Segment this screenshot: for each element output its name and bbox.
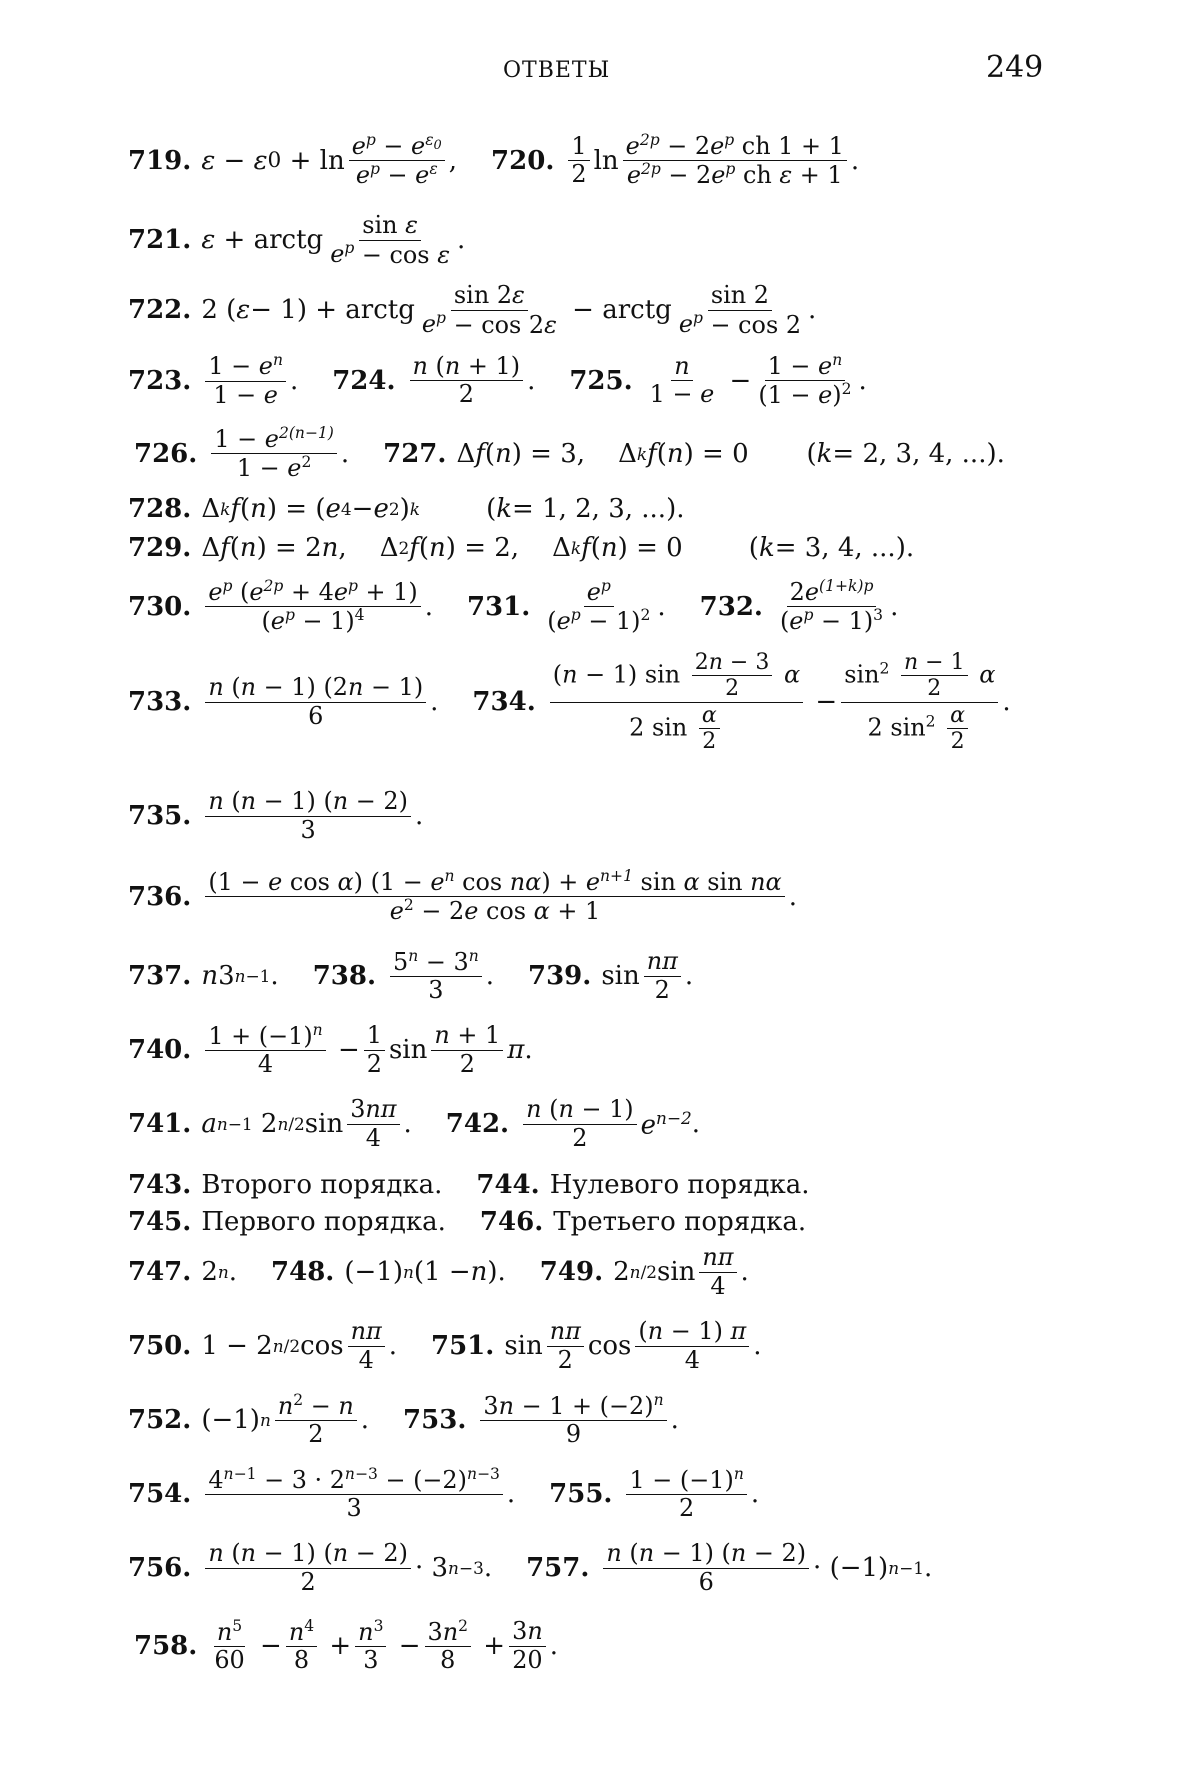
answer-number: 750. (128, 1331, 192, 1361)
answer-row: 722. 2 ( ε − 1) + arctg $\frac{\sin 2\varepsilon}{e^p - \cos 2\varepsilon}$ − arctg $\frac{\sin 2}{e^p - \cos 2}$ . (128, 281, 817, 339)
answer-row: 750. 1 − 2 n/2 cos $\frac{n\pi}{4}$ . 751. sin $\frac{n\pi}{2}$ cos $\frac{(n - 1) \pi}{4}$ . (128, 1317, 762, 1374)
answer-number: 741. (128, 1109, 192, 1139)
answer-number: 724. (332, 365, 396, 396)
answer-number: 757. (526, 1553, 590, 1583)
answer-number: 754. (128, 1479, 192, 1510)
answer-row: 723. $\frac{1 - e^n}{1 - e}$ . 724. $\frac{n (n + 1)}{2}$ . 725. $\frac{n}{1 - e}$ − $\frac{1 - e^n}{(1 - e)^2}$ . (128, 351, 867, 410)
answer-number: 720. (491, 145, 555, 176)
answer-number: 749. (539, 1257, 604, 1287)
answer-number: 743. (128, 1170, 192, 1200)
answer-row: 758. $\frac{n^5}{60}$ − $\frac{n^4}{8}$ + $\frac{n^3}{3}$ − $\frac{3n^2}{8}$ + $\frac{3n}{20}$ . (134, 1617, 558, 1675)
answer-number: 745. (128, 1207, 192, 1237)
answer-row (128, 1207, 806, 1237)
answer-number: 729. (128, 533, 192, 563)
answer-row: 740. $\frac{1 + (-1)^n}{4}$ − $\frac{1}{2}$ sin $\frac{n + 1}{2}$ π . (128, 1021, 533, 1079)
answer-text: Второго порядка. (201, 1170, 443, 1200)
answer-number: 725. (569, 365, 633, 396)
answer-number: 742. (445, 1109, 510, 1139)
answer-number: 751. (431, 1331, 495, 1361)
answer-number: 732. (699, 591, 763, 622)
running-header: ОТВЕТЫ (503, 58, 611, 83)
answer-row: 752. (−1) n $\frac{n^2 - n}{2}$ . 753. $\frac{3n - 1 + (-2)^n}{9}$ . (128, 1391, 679, 1449)
answer-number: 722. (128, 295, 192, 326)
answer-row: 735. $\frac{n (n - 1) (n - 2)}{3}$ . (128, 787, 424, 844)
answer-row: 730. $\frac{e^p (e^{2p} + 4e^p + 1)}{(e^p - 1)^4}$ . 731. $\frac{e^p}{(e^p - 1)^2}$ . 732. $\frac{2e^{(1+k)p}}{(e^p - 1)^3}$ . (128, 577, 899, 636)
answer-number: 728. (128, 494, 192, 524)
answer-number: 723. (128, 365, 192, 396)
answer-text: Нулевого порядка. (549, 1170, 810, 1200)
answer-row: 721. ε + arctg $\frac{\text{sin ε}}{e^p - \cos \varepsilon}$ . (128, 211, 466, 269)
answer-number: 756. (128, 1553, 192, 1583)
answer-number: 738. (312, 961, 377, 992)
answer-number: 730. (128, 591, 192, 622)
answer-number: 740. (128, 1035, 192, 1066)
answer-number: 747. (128, 1257, 192, 1287)
answer-number: 719. (128, 145, 192, 176)
answer-row: 733. $\frac{n (n - 1) (2n - 1)}{6}$ . 734. (n − 1) sin $\frac{2n - 3}{2}$ α 2 sin $\frac{\alpha}{2}$ − $\sin^2$ $\frac{n - 1}{2}$ α 2 $\sin^2$ $\frac{\alpha}{2}$ . (128, 650, 1011, 754)
answer-number: 734. (472, 687, 536, 718)
answer-row: 719. ε − ε 0 + ln $\frac{e^p - e^{\varepsilon_0}}{e^p - e^\varepsilon}$ , 720. $\frac{1}{2}$ ln $\frac{e^{2p} - 2e^p ch 1 + 1}{e^{2p} - 2e^p ch \varepsilon + 1}$ . (128, 131, 860, 190)
answer-number: 752. (128, 1405, 192, 1436)
answer-number: 726. (134, 438, 198, 469)
answer-number: 735. (128, 801, 192, 831)
answer-number: 739. (527, 961, 592, 992)
answer-row: 747. 2 n . 748. (−1) n (1 − n ). 749. 2 n/2 sin $\frac{n\pi}{4}$ . (128, 1243, 749, 1300)
answer-number: 731. (466, 591, 531, 622)
answer-row: 737. n 3 n−1 . 738. $\frac{5^n - 3^n}{3}$ . 739. sin $\frac{n\pi}{2}$ . (128, 947, 694, 1005)
answer-text: Первого порядка. (201, 1207, 446, 1237)
answer-number: 721. (128, 225, 192, 256)
answer-row: 736. $\frac{(1 - e \cos \alpha) (1 - e^n \cos n\alpha) + e^{n+1} \sin \alpha \sin n\alpha}{e^2 - 2e \cos \alpha + 1}$ . (128, 867, 797, 926)
answer-row: 754. $\frac{4^{n-1} - 3 \cdot 2^{n-3} - (-2)^{n-3}}{3}$ . 755. $\frac{1 - (-1)^n}{2}$ . (128, 1465, 760, 1523)
answer-number: 746. (479, 1207, 544, 1237)
answer-number: 758. (134, 1631, 198, 1662)
answer-row: 726. $\frac{1 - e^{2(n-1)}}{1 - e^2}$ . 727. Δ f ( n ) = 3, Δ k f ( n ) = 0 ( k = 2, 3, 4, ...). (134, 424, 1005, 483)
answer-number: 755. (549, 1479, 613, 1510)
answer-number: 727. (383, 438, 447, 469)
answer-row (128, 1170, 809, 1200)
answer-text: Третьего порядка. (553, 1207, 807, 1237)
answer-number: 736. (128, 881, 192, 912)
answer-row: 729. Δ f ( n ) = 2 n , Δ 2 f ( n ) = 2, Δ k f ( n ) = 0 ( k = 3, 4, ...). (128, 533, 915, 563)
answer-number: 737. (128, 961, 192, 992)
answer-row: 756. $\frac{n (n - 1) (n - 2)}{2}$ · 3 n−3 . 757. $\frac{n (n - 1) (n - 2)}{6}$ · (−1) n−1 . (128, 1539, 933, 1596)
answer-row: 728. Δ k f ( n ) = ( e 4 − e 2 ) k ( k = 1, 2, 3, ...). (128, 494, 685, 524)
page-number: 249 (986, 50, 1044, 85)
answer-number: 733. (128, 687, 192, 718)
answer-row: 741. a n−1 2 n/2 sin $\frac{3n\pi}{4}$ . 742. $\frac{n (n - 1)}{2}$ $e^{n-2}$ . (128, 1095, 701, 1152)
answer-number: 744. (476, 1170, 540, 1200)
answer-number: 748. (271, 1257, 335, 1287)
answer-number: 753. (403, 1405, 467, 1436)
